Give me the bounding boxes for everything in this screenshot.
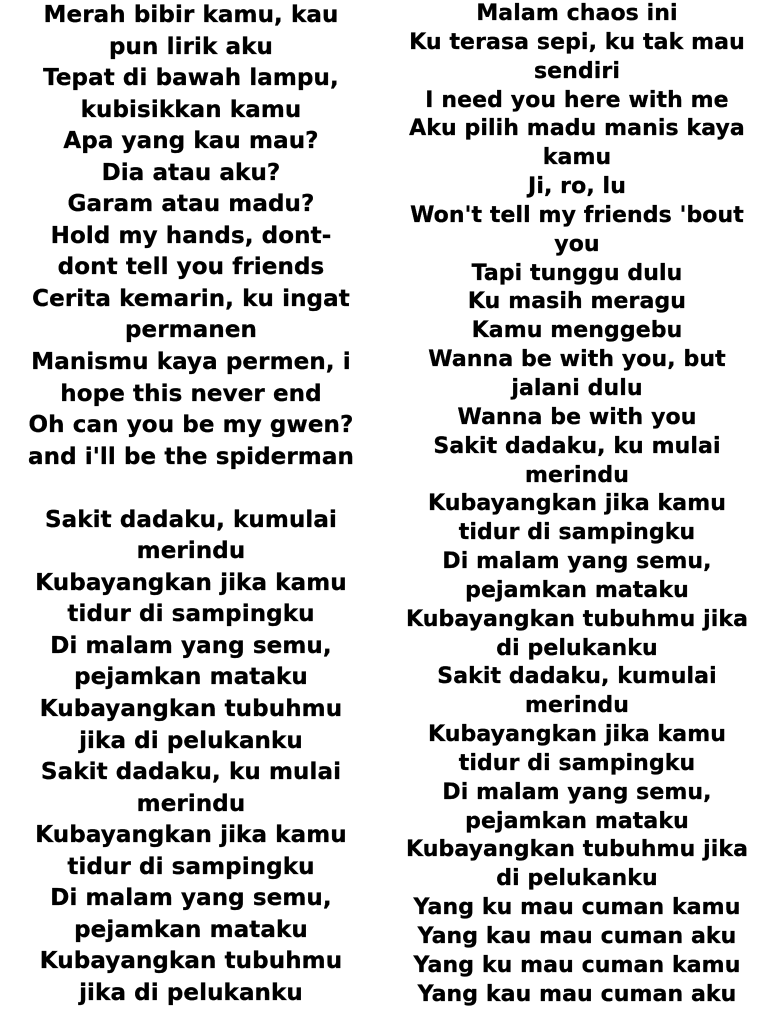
lyric-line: Aku pilih madu manis kaya bbox=[409, 116, 745, 142]
lyric-line: Wanna be with you, but bbox=[428, 347, 726, 373]
lyric-line: pun lirik aku bbox=[108, 33, 273, 60]
lyric-line: Yang kau mau cuman aku bbox=[417, 924, 737, 949]
lyric-line: pejamkan mataku bbox=[465, 577, 689, 603]
lyric-line: di pelukanku bbox=[496, 866, 658, 892]
lyric-line: Di malam yang semu, bbox=[442, 779, 712, 805]
lyric-line: Di malam yang semu, bbox=[50, 632, 332, 659]
lyric-line: merindu bbox=[524, 693, 629, 719]
lyric-line: Di malam yang semu, bbox=[442, 549, 712, 575]
lyric-line: you bbox=[554, 231, 600, 257]
lyric-line: Tapi tunggu dulu bbox=[471, 260, 683, 286]
lyrics-right-column bbox=[386, 0, 768, 1010]
lyric-line: permanen bbox=[124, 317, 258, 344]
lyric-line: Kamu menggebu bbox=[471, 318, 683, 344]
lyric-line: pejamkan mataku bbox=[74, 664, 308, 691]
lyric-line: dont tell you friends bbox=[57, 254, 325, 281]
lyric-line: Oh can you be my gwen? bbox=[28, 412, 354, 439]
lyric-line: Sakit dadaku, ku mulai bbox=[433, 433, 721, 459]
lyric-line: Malam chaos ini bbox=[476, 1, 678, 26]
lyric-line: kubisikkan kamu bbox=[80, 96, 302, 123]
lyric-line: Yang ku mau cuman kamu bbox=[413, 895, 741, 921]
lyric-line bbox=[0, 473, 382, 505]
lyric-line: tidur di sampingku bbox=[67, 601, 315, 628]
lyric-line: Ji, ro, lu bbox=[528, 174, 626, 200]
lyric-line: pejamkan mataku bbox=[74, 916, 308, 943]
lyric-line: merindu bbox=[524, 462, 629, 488]
lyric-line: Yang kau mau cuman aku bbox=[417, 981, 737, 1007]
lyric-line: Dia atau aku? bbox=[101, 159, 281, 186]
lyric-line: Kubayangkan tubuhmu bbox=[39, 948, 343, 975]
lyric-line: hope this never end bbox=[60, 380, 322, 407]
lyric-line: Sakit dadaku, kumulai bbox=[437, 664, 717, 690]
lyric-line: Di malam yang semu, bbox=[50, 885, 332, 912]
lyrics-left-column bbox=[0, 0, 382, 1010]
lyric-line: Kubayangkan tubuhmu jika bbox=[405, 837, 749, 863]
lyric-line: pejamkan mataku bbox=[465, 808, 689, 834]
lyric-line: Kubayangkan jika kamu bbox=[427, 491, 726, 517]
lyric-line: I need you here with me bbox=[425, 87, 729, 113]
lyric-line: Merah bibir kamu, kau bbox=[43, 2, 339, 28]
lyric-line: Tepat di bawah lampu, bbox=[43, 65, 339, 92]
lyric-line: tidur di sampingku bbox=[67, 853, 315, 880]
lyric-line: Hold my hands, dont- bbox=[50, 222, 332, 249]
lyric-line: Yang ku mau cuman kamu bbox=[413, 952, 741, 978]
lyric-line: Ku masih meragu bbox=[467, 289, 687, 315]
lyric-line: merindu bbox=[136, 790, 246, 817]
lyric-line: kamu bbox=[542, 145, 612, 171]
lyric-line: sendiri bbox=[533, 58, 621, 84]
lyric-line: Apa yang kau mau? bbox=[63, 128, 319, 155]
lyric-line: jika di pelukanku bbox=[79, 727, 303, 754]
lyric-line: merindu bbox=[136, 538, 246, 565]
lyric-line: Sakit dadaku, kumulai bbox=[44, 506, 338, 533]
lyric-line: di pelukanku bbox=[496, 635, 658, 661]
lyric-line: tidur di sampingku bbox=[458, 750, 696, 776]
lyric-line: Kubayangkan tubuhmu jika bbox=[405, 606, 749, 632]
lyric-line: Sakit dadaku, ku mulai bbox=[40, 759, 342, 786]
lyric-line: and i'll be the spiderman bbox=[28, 443, 354, 470]
lyric-line: Ku terasa sepi, ku tak mau bbox=[409, 29, 745, 55]
lyric-line: Cerita kemarin, ku ingat bbox=[32, 285, 350, 312]
lyric-line: Kubayangkan jika kamu bbox=[35, 822, 347, 849]
lyric-line: Wanna be with you bbox=[457, 404, 697, 430]
lyric-line: jika di pelukanku bbox=[79, 979, 303, 1006]
lyric-line: Manismu kaya permen, i bbox=[31, 349, 351, 376]
lyric-line: Won't tell my friends 'bout bbox=[410, 202, 744, 228]
lyric-line: tidur di sampingku bbox=[458, 520, 696, 546]
lyric-line: Kubayangkan jika kamu bbox=[35, 569, 347, 596]
lyric-line: Kubayangkan jika kamu bbox=[427, 722, 726, 748]
lyric-line: Kubayangkan tubuhmu bbox=[39, 696, 343, 723]
lyric-line: jalani dulu bbox=[511, 375, 643, 401]
lyric-line: Garam atau madu? bbox=[67, 191, 315, 218]
